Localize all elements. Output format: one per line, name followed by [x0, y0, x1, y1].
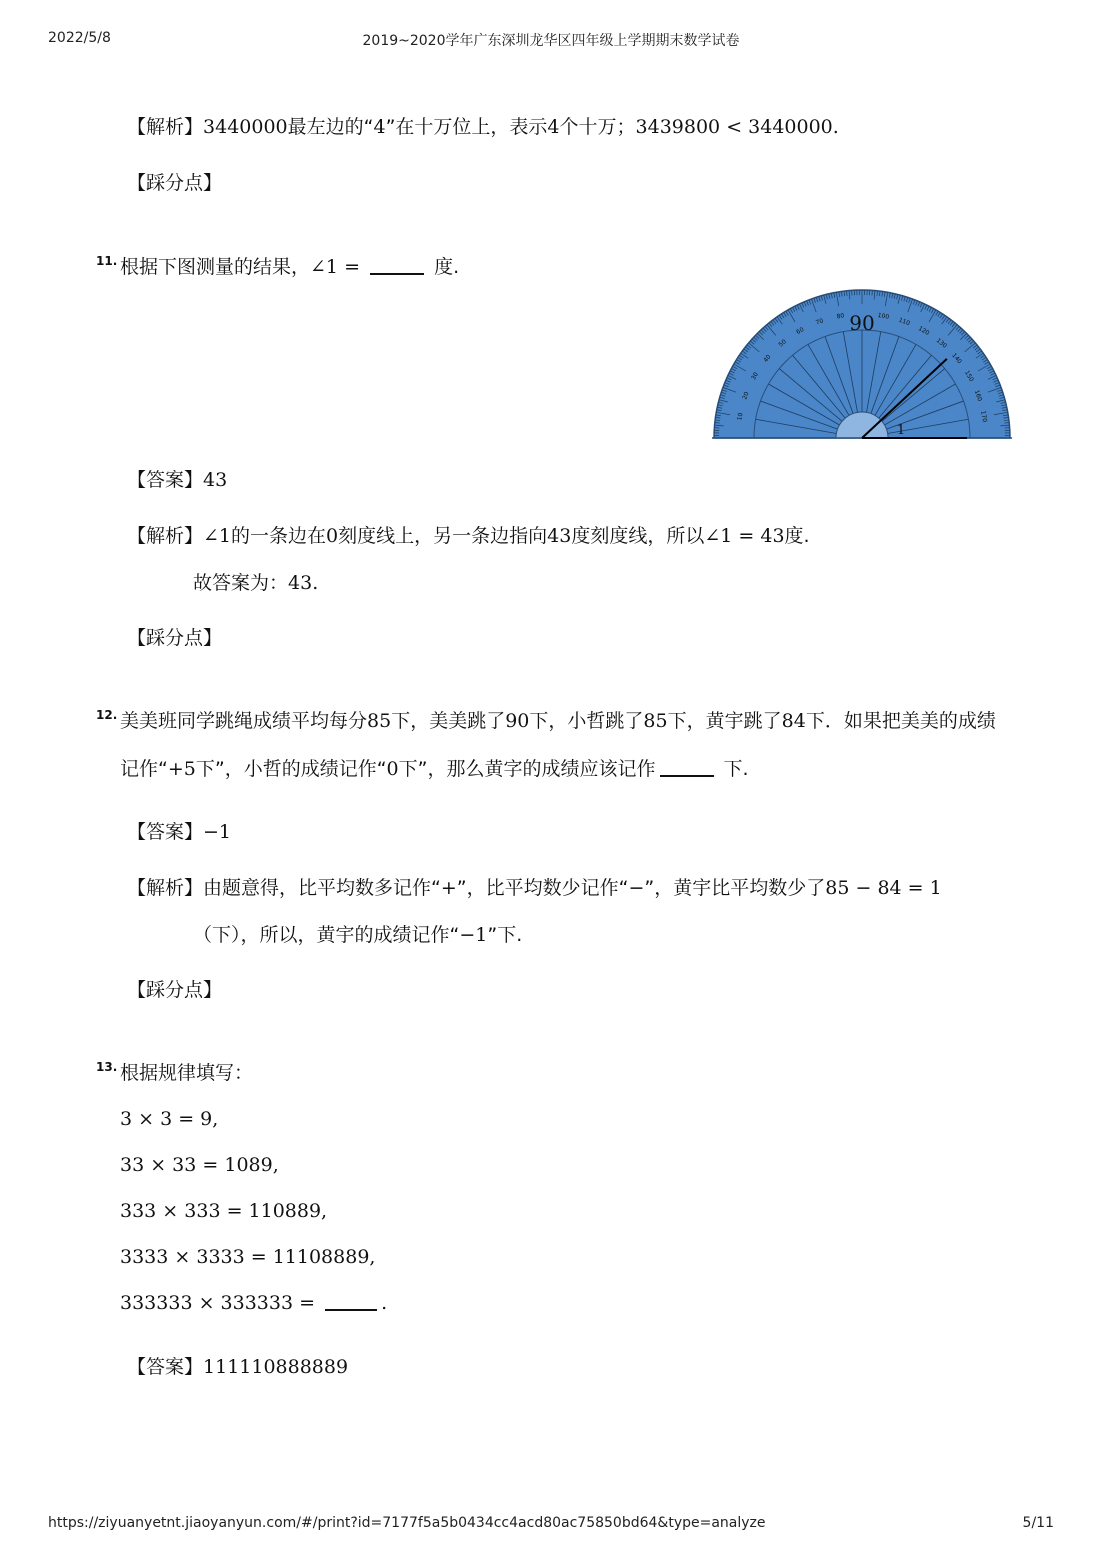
q13-intro: 根据规律填写： [120, 1062, 254, 1084]
svg-text:170: 170 [979, 410, 989, 423]
q10-analysis: 【解析】3440000最左边的“4”在十万位上，表示4个十万；3439800 < 3440000. [127, 116, 839, 138]
svg-text:150: 150 [963, 369, 975, 383]
protractor-diagram [712, 288, 1012, 440]
q13-answer [127, 1356, 348, 1379]
q11-analysis-conclusion: 故答案为：43. [193, 572, 319, 594]
svg-text:110: 110 [897, 316, 911, 328]
q13-row-5: 333333 × 333333 = . [120, 1292, 388, 1314]
footer-page-number: 5/11 [1022, 1515, 1054, 1531]
q11-question: 根据下图测量的结果，∠1 = 度. [120, 256, 460, 278]
answer-label: 【答案】 [127, 821, 204, 843]
header-date: 2022/5/8 [48, 30, 111, 46]
footer-url: https://ziyuanyetnt.jiaoyanyun.com/#/print?id=7177f5a5b0434cc4acd80ac75850bd64&type=analyze [48, 1515, 766, 1531]
svg-text:60: 60 [795, 326, 806, 336]
svg-text:70: 70 [814, 317, 825, 327]
analysis-label: 【解析】 [127, 116, 204, 138]
q13-row-3: 333 × 333 = 110889, [120, 1200, 328, 1222]
q13-row-2: 33 × 33 = 1089, [120, 1154, 279, 1176]
q12-number: 12. [96, 708, 118, 722]
svg-text:120: 120 [917, 325, 931, 337]
svg-text:20: 20 [741, 390, 751, 401]
protractor-label-90: 90 [849, 311, 875, 335]
answer-blank [325, 1293, 377, 1311]
svg-text:130: 130 [934, 337, 949, 350]
q12-analysis-line1: 【解析】由题意得，比平均数多记作“+”，比平均数少记作“−”，黄宇比平均数少了85 − 84 = 1 [127, 877, 942, 899]
q11-answer [127, 469, 227, 492]
q11-analysis: 【解析】∠1的一条边在0刻度线上，另一条边指向43度刻度线，所以∠1 = 43度. [127, 525, 810, 547]
q11-number: 11. [96, 254, 118, 268]
q13-row-4: 3333 × 3333 = 11108889, [120, 1246, 376, 1268]
q12-question-line2: 记作“+5下”，小哲的成绩记作“0下”，那么黄字的成绩应该记作 下. [120, 758, 749, 780]
q11-score-label: 【踩分点】 [127, 627, 223, 649]
answer-value: −1 [203, 821, 232, 843]
q13-number: 13. [96, 1060, 118, 1074]
analysis-label: 【解析】 [127, 877, 204, 899]
answer-label: 【答案】 [127, 469, 204, 491]
q10-score-label: 【踩分点】 [127, 172, 223, 194]
answer-blank [370, 257, 424, 275]
q13-row-1: 3 × 3 = 9, [120, 1108, 219, 1130]
answer-value: 43 [203, 469, 228, 491]
svg-text:100: 100 [877, 311, 890, 321]
angle-label-1: 1 [896, 423, 906, 438]
analysis-label: 【解析】 [127, 525, 204, 547]
svg-text:30: 30 [750, 371, 760, 382]
svg-text:40: 40 [762, 353, 773, 364]
answer-label: 【答案】 [127, 1356, 204, 1378]
answer-value: 111110888889 [203, 1356, 349, 1378]
q12-score-label: 【踩分点】 [127, 979, 223, 1001]
q12-analysis-line2: （下），所以，黄宇的成绩记作“−1”下. [193, 924, 523, 946]
svg-text:160: 160 [972, 389, 984, 403]
q12-question-line1: 美美班同学跳绳成绩平均每分85下，美美跳了90下，小哲跳了85下，黄宇跳了84下．如果把美美的成绩 [120, 710, 996, 732]
svg-text:10: 10 [736, 412, 745, 421]
q12-answer [127, 821, 231, 844]
answer-blank [660, 759, 714, 777]
header-title: 2019~2020学年广东深圳龙华区四年级上学期期末数学试卷 [362, 33, 740, 49]
svg-text:80: 80 [836, 312, 845, 321]
svg-text:140: 140 [950, 351, 963, 366]
svg-text:50: 50 [777, 338, 788, 349]
